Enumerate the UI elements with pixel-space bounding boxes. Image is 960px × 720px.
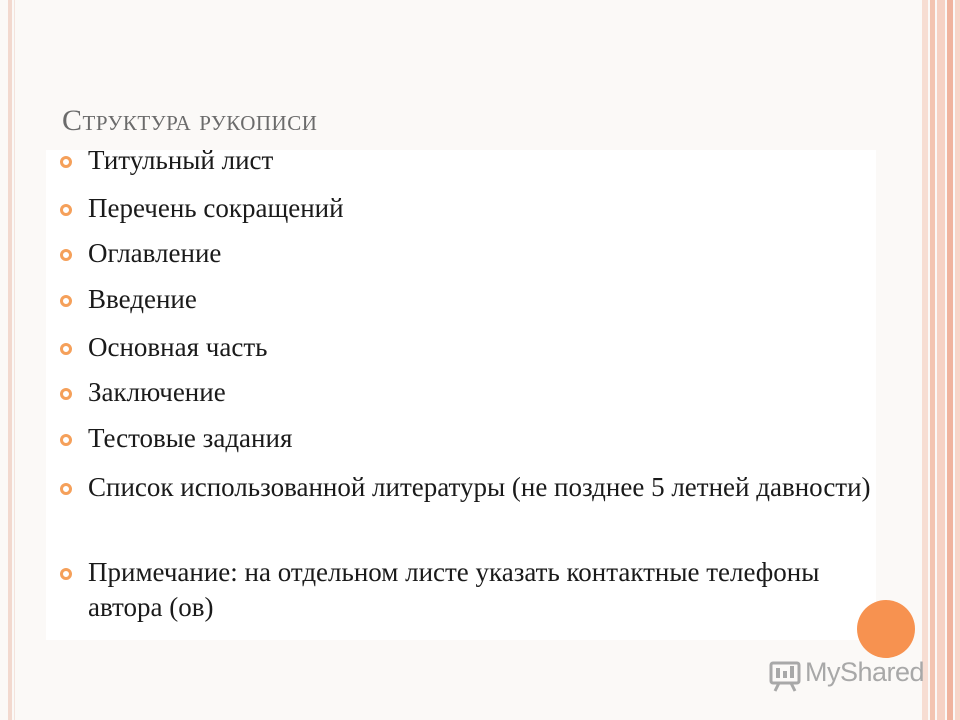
list-item-text: Список использованной литературы (не позднее 5 летней давности) — [88, 472, 871, 502]
list-item-text: Оглавление — [88, 238, 222, 268]
list-item-text: Примечание: на отдельном листе указать контактные телефоны автора (ов) — [88, 557, 820, 622]
list-item-text: Титульный лист — [88, 145, 274, 175]
list-item-text: Тестовые задания — [88, 423, 293, 453]
bullet-icon — [60, 249, 72, 261]
stripe — [937, 0, 945, 720]
bullet-icon — [60, 204, 72, 216]
stripe — [947, 0, 953, 720]
left-frame-line-thin — [14, 0, 15, 720]
presentation-icon — [768, 659, 802, 693]
bullet-icon — [60, 434, 72, 446]
bullet-icon — [60, 156, 72, 168]
watermark-text: MyShared — [805, 657, 925, 687]
stripe — [922, 0, 928, 720]
bullet-icon — [60, 483, 72, 495]
stripe — [930, 0, 935, 720]
accent-circle — [857, 600, 915, 658]
bullet-icon — [60, 388, 72, 400]
slide-title: Структура рукописи — [62, 104, 318, 137]
watermark-logo — [768, 657, 928, 693]
stripe — [955, 0, 960, 720]
right-decorative-stripes — [922, 0, 960, 720]
bullet-icon — [60, 295, 72, 307]
list-item-text: Заключение — [88, 377, 226, 407]
list-item-text: Введение — [88, 284, 197, 314]
bullet-icon — [60, 568, 72, 580]
list-item-text: Перечень сокращений — [88, 193, 344, 223]
bullet-icon — [60, 343, 72, 355]
left-frame-line — [8, 0, 12, 720]
list-item-text: Основная часть — [88, 332, 268, 362]
